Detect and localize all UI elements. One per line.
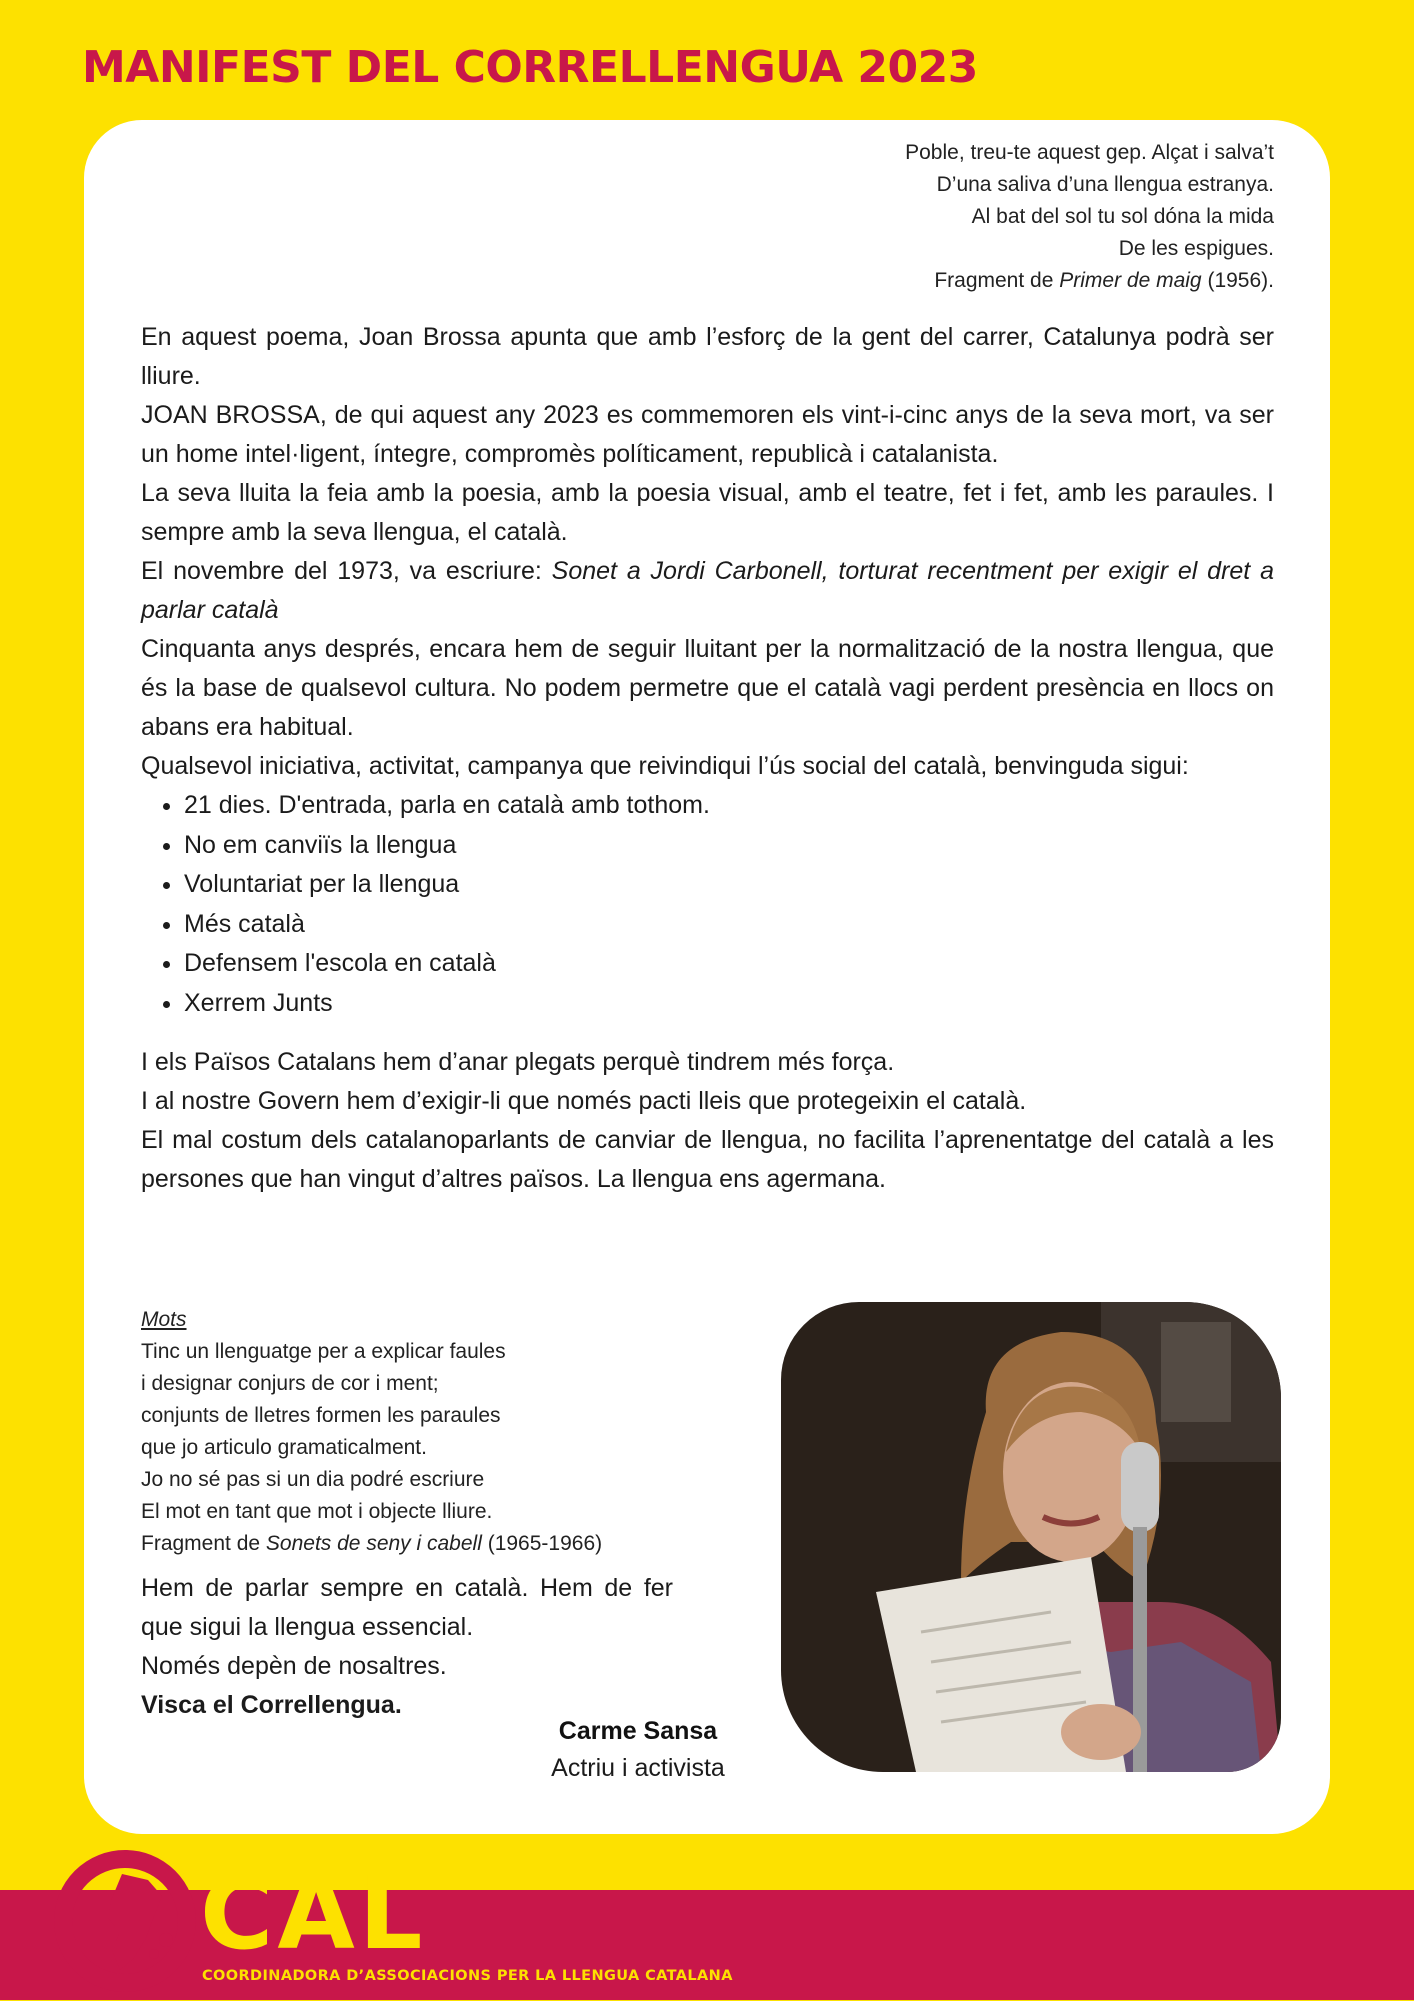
manifesto-card — [84, 120, 1330, 1834]
footer-tagline: COORDINADORA D’ASSOCIACIONS PER LA LLENGUA CATALANA — [202, 1968, 733, 1984]
poem-title: Mots — [141, 1308, 187, 1331]
paragraph: La seva lluita la feia amb la poesia, amb la poesia visual, amb el teatre, fet i fet, amb les paraules. I sempre amb la seva llengua, el català. — [141, 479, 1274, 546]
poem-line: que jo articulo gramaticalment. — [141, 1436, 427, 1459]
list-item: • 21 dies. D'entrada, parla en català amb tothom. — [184, 786, 1274, 826]
sonnet-title: Sonet a Jordi Carbonell, torturat recentment per exigir el dret a parlar català — [141, 557, 1274, 624]
author-photo — [781, 1302, 1281, 1772]
initiatives-list — [141, 786, 1274, 1023]
paragraph-prefix: El novembre del 1973, va escriure: — [141, 557, 552, 585]
list-item: • No em canviïs la llengua — [184, 826, 1274, 866]
cal-logo-text: CAL — [200, 1855, 427, 1972]
spacer — [141, 1023, 1274, 1043]
epigraph-line: D’una saliva d’una llengua estranya. — [936, 173, 1274, 196]
paragraph: I al nostre Govern hem d’exigir-li que només pacti lleis que protegeixin el català. — [141, 1087, 1027, 1115]
list-item: • Defensem l'escola en català — [184, 944, 1274, 984]
photo-illustration — [781, 1302, 1281, 1772]
paragraph: Qualsevol iniciativa, activitat, campanya que reivindiqui l’ús social del català, benvinguda sigui: — [141, 752, 1189, 780]
paragraph — [141, 552, 1274, 630]
poem-line: Tinc un llenguatge per a explicar faules — [141, 1340, 506, 1363]
poem-source — [141, 1528, 701, 1560]
poem-source-work: Sonets de seny i cabell — [265, 1532, 482, 1555]
signature-role: Actriu i activista — [551, 1754, 725, 1782]
list-item: • Xerrem Junts — [184, 984, 1274, 1024]
epigraph-line: De les espigues. — [1118, 237, 1274, 260]
poem-mots — [141, 1304, 701, 1560]
catalan-lands-icon — [50, 1846, 200, 1996]
cal-logo — [50, 1846, 200, 2001]
paragraph: El mal costum dels catalanoparlants de canviar de llengua, no facilita l’aprenentatge del català a les persones que han vingut d’altres països. La llengua ens agermana. — [141, 1126, 1274, 1193]
closing-text: Hem de parlar sempre en català. Hem de fer que sigui la llengua essencial. — [141, 1574, 673, 1641]
poem-line: conjunts de lletres formen les paraules — [141, 1404, 501, 1427]
paragraph: En aquest poema, Joan Brossa apunta que amb l’esforç de la gent del carrer, Catalunya podrà ser lliure. — [141, 323, 1274, 390]
manifesto-body — [141, 318, 1274, 1199]
page-title: MANIFEST DEL CORRELLENGUA 2023 — [82, 42, 978, 93]
closing-line: Només depèn de nosaltres. — [141, 1652, 447, 1680]
signature — [488, 1713, 788, 1787]
list-item: • Més català — [184, 905, 1274, 945]
paragraph: Cinquanta anys després, encara hem de seguir lluitant per la normalització de la nostra llengua, que és la base de qualsevol cultura. No podem permetre que el català vagi perdent presència en llocs on abans era habitual. — [141, 635, 1274, 741]
epigraph-source — [905, 265, 1274, 297]
closing-message — [141, 1569, 673, 1725]
paragraph: JOAN BROSSA, de qui aquest any 2023 es commemoren els vint-i-cinc anys de la seva mort, va ser un home intel·ligent, íntegre, compromès políticament, republicà i catalanista. — [141, 401, 1274, 468]
poem-line: i designar conjurs de cor i ment; — [141, 1372, 439, 1395]
poem-line: El mot en tant que mot i objecte lliure. — [141, 1500, 493, 1523]
epigraph — [905, 137, 1274, 297]
poem-source-prefix: Fragment de — [141, 1532, 266, 1555]
paragraph: I els Països Catalans hem d’anar plegats perquè tindrem més força. — [141, 1048, 895, 1076]
epigraph-line: Al bat del sol tu sol dóna la mida — [971, 205, 1274, 228]
epigraph-source-prefix: Fragment de — [934, 269, 1060, 292]
signature-name: Carme Sansa — [558, 1717, 718, 1745]
epigraph-source-work: Primer de maig — [1059, 269, 1202, 292]
closing-shout: Visca el Correllengua. — [141, 1691, 402, 1719]
poem-line: Jo no sé pas si un dia podré escriure — [141, 1468, 485, 1491]
epigraph-source-year: (1956). — [1201, 269, 1274, 292]
epigraph-line: Poble, treu-te aquest gep. Alçat i salva’t — [905, 141, 1274, 164]
list-item: • Voluntariat per la llengua — [184, 865, 1274, 905]
poem-source-year: (1965-1966) — [481, 1532, 603, 1555]
